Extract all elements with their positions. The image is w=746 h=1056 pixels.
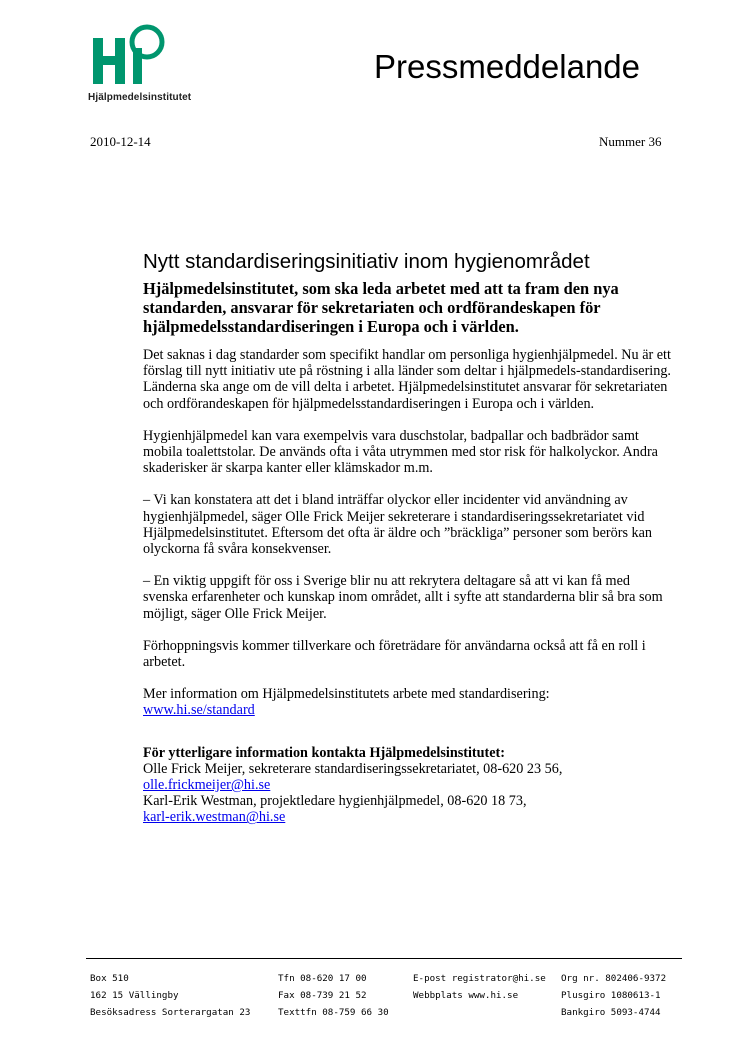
release-date: 2010-12-14	[90, 134, 151, 149]
footer-textphone: Texttfn 08-759 66 30	[278, 1007, 389, 1018]
standard-link[interactable]: www.hi.se/standard	[143, 702, 255, 719]
more-info	[143, 686, 678, 718]
footer-bankgiro: Bankgiro 5093-4744	[561, 1007, 661, 1018]
logo-wordmark: Hjälpmedelsinstitutet	[88, 92, 192, 103]
footer-numbers	[561, 970, 666, 1021]
article-headline: Nytt standardiseringsinitiativ inom hygienområdet	[143, 250, 590, 273]
document-type-title: Pressmeddelande	[374, 48, 640, 85]
email-link-2[interactable]: karl-erik.westman@hi.se	[143, 809, 286, 826]
contact-heading: För ytterligare information kontakta Hjälpmedelsinstitutet:	[143, 744, 506, 761]
more-info-text: Mer information om Hjälpmedelsinstitutets arbete med standardisering:	[143, 686, 550, 703]
footer-visit: Besöksadress Sorterargatan 23	[90, 1007, 251, 1018]
footer-web	[413, 970, 546, 1004]
article-paragraph: Hygienhjälpmedel kan vara exempelvis vara duschstolar, badpallar och badbrädor samt mobila toalettstolar. De används ofta i våta utrymmen med stor risk för halkolyckor. Andra skaderisker är skarpa kanter eller klämskador m.m.	[143, 427, 658, 477]
footer-org-nr: Org nr. 802406-9372	[561, 973, 667, 984]
hi-logo-mark	[90, 22, 170, 88]
contact-block	[143, 745, 678, 826]
footer-address	[90, 970, 250, 1021]
article-lead: Hjälpmedelsinstitutet, som ska leda arbetet med att ta fram den nya standarden, ansvarar för sekretariaten och ordförandeskapen för hjälpmedelsstandardiseringen i Europa och i världen.	[143, 279, 619, 336]
hi-logo	[88, 22, 218, 108]
article-paragraph: Förhoppningsvis kommer tillverkare och företrädare för användarna också att få en roll i arbetet.	[143, 637, 646, 671]
footer-postal: 162 15 Vällingby	[90, 990, 179, 1001]
article-paragraph: Det saknas i dag standarder som specifikt handlar om personliga hygienhjälpmedel. Nu är ett förslag till nytt initiativ ute på röstning i alla länder som deltar i hjälpmedels-standardisering. Länderna ska ange om de vill delta i arbetet. Hjälpmedelsinstitutet ansvarar för sekretariaten och ordförandeskapen för hjälpmedelsstandardiseringen i Europa och i världen.	[143, 347, 671, 412]
footer-website: Webbplats www.hi.se	[413, 990, 519, 1001]
footer-phone: Tfn 08-620 17 00	[278, 973, 367, 984]
contact-person-2: Karl-Erik Westman, projektledare hygienhjälpmedel, 08-620 18 73,	[143, 793, 527, 810]
footer-fax: Fax 08-739 21 52	[278, 990, 367, 1001]
footer-plusgiro: Plusgiro 1080613-1	[561, 990, 661, 1001]
article-paragraph: – En viktig uppgift för oss i Sverige blir nu att rekrytera deltagare så att vi kan få med svenska erfarenheter och kunskap inom området, allt i syfte att standarderna blir så bra som möjligt, säger Olle Frick Meijer.	[143, 573, 663, 622]
email-link-1[interactable]: olle.frickmeijer@hi.se	[143, 777, 271, 794]
footer-email: E-post registrator@hi.se	[413, 973, 546, 984]
footer-box: Box 510	[90, 973, 129, 984]
footer-divider	[86, 958, 682, 959]
contact-person-1: Olle Frick Meijer, sekreterare standardiseringssekretariatet, 08-620 23 56,	[143, 760, 563, 777]
footer-phones	[278, 970, 389, 1021]
release-number: Nummer 36	[599, 134, 662, 149]
article-body	[143, 279, 678, 826]
article-paragraph: – Vi kan konstatera att det i bland inträffar olyckor eller incidenter vid användning av hygienhjälpmedel, säger Olle Frick Meijer sekreterare i standardiseringssekretariatet vid Hjälpmedelsinstitutet. Eftersom det ofta är äldre och ”bräckliga” personer som berörs kan olyckorna få svåra konsekvenser.	[143, 492, 652, 558]
